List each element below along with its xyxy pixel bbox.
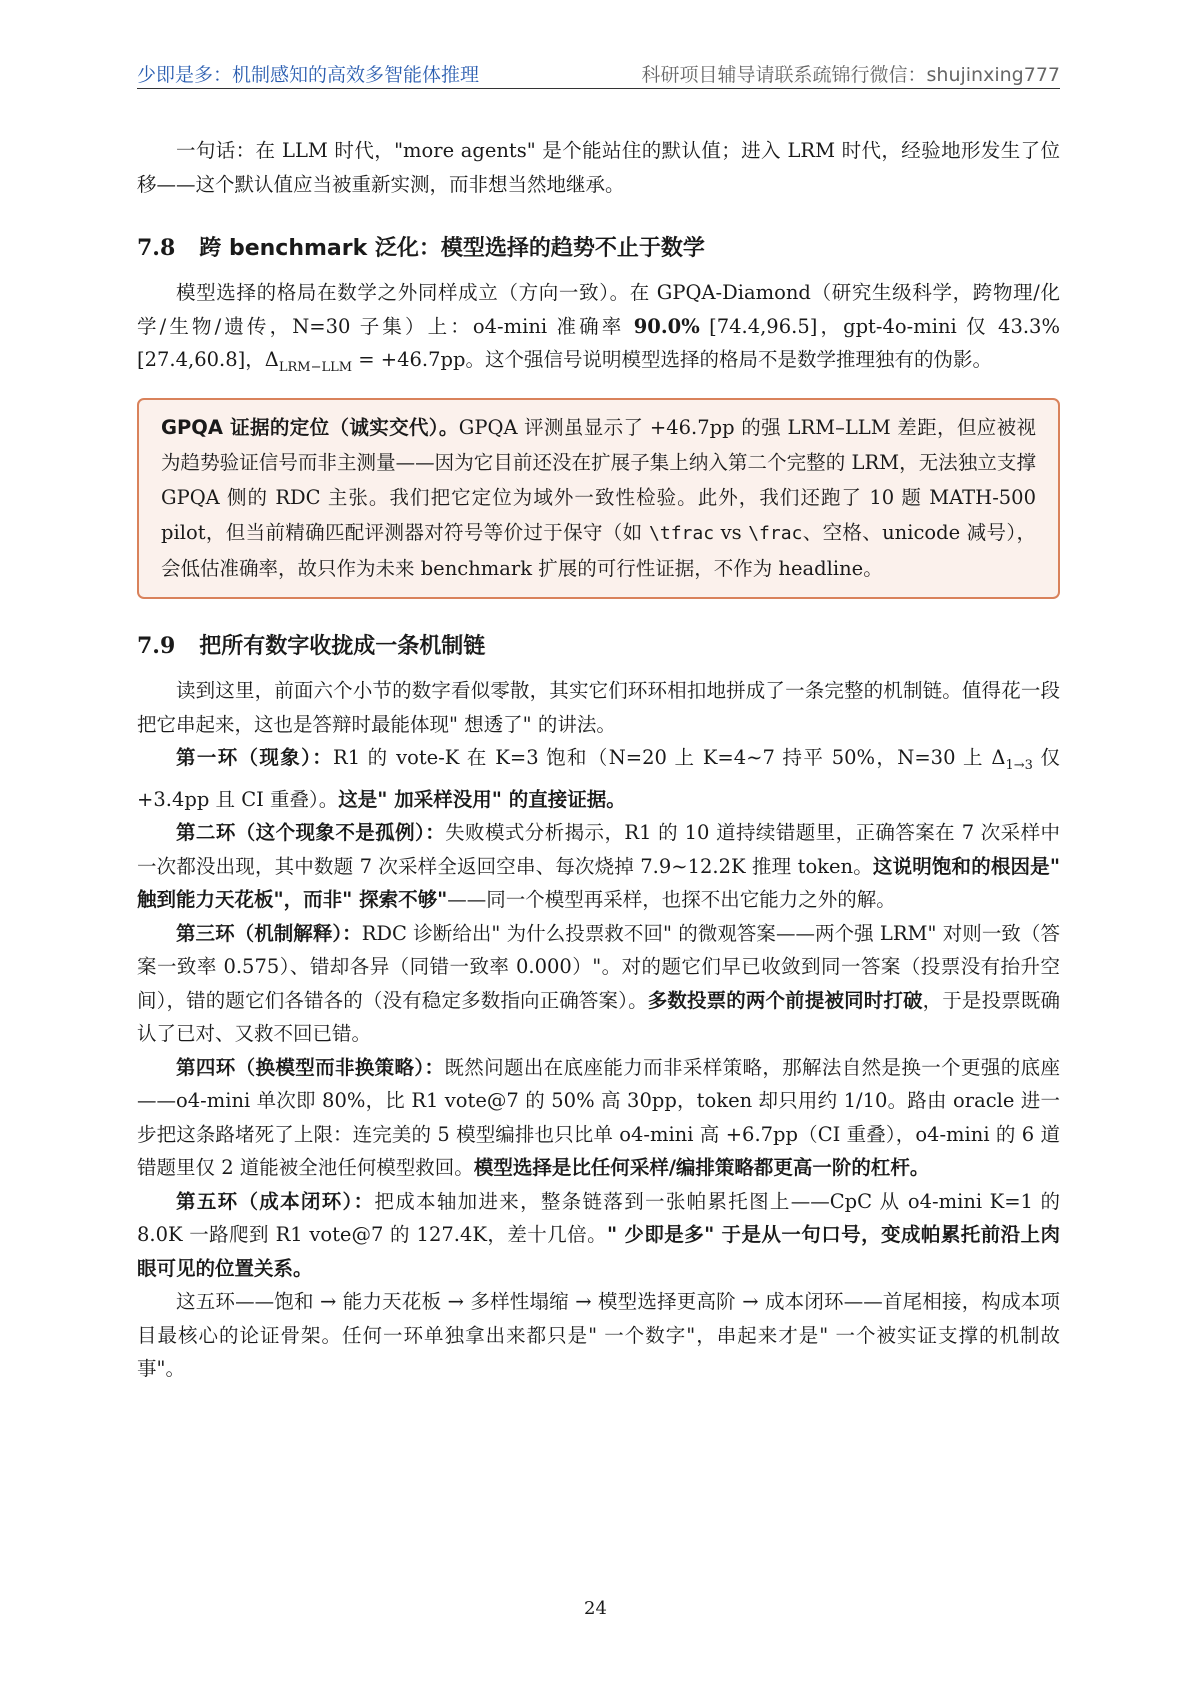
text-run: GPQA 评测虽显示了 +46.7pp 的强 LRM–LLM 差距，但应被视为趋势验证信号而非主测量——因为它目前还没在扩展子集上纳入第二个完整的 LRM，无法独立支撑 GPQA 侧的 RDC 主张。我们把它定位为域外一致性检验。此外，我们还跑了 10 题 MATH-500 pilot，但当前精确匹配评测器对符号等价过于保守（如 bbox=[161, 416, 1036, 545]
running-header bbox=[137, 56, 1060, 89]
code-snippet: \tfrac bbox=[649, 523, 715, 545]
header-title: 少即是多：机制感知的高效多智能体推理 bbox=[137, 64, 480, 86]
page-body bbox=[137, 134, 1060, 1386]
bold-run: 多数投票的两个前提被同时打破 bbox=[647, 988, 923, 1012]
text-run: = +46.7pp。这个强信号说明模型选择的格局不是数学推理独有的伪影。 bbox=[352, 348, 993, 371]
ring-2-paragraph bbox=[137, 816, 1060, 917]
ring-label: 第一环（现象）： bbox=[176, 746, 334, 770]
text-run: R1 的 vote-K 在 K=3 饱和（N=20 上 K=4∼7 持平 50%，N=30 上 Δ bbox=[333, 746, 1006, 770]
text-run: ，于是投票既确认了已对、又救不回已错。 bbox=[137, 988, 1060, 1046]
bold-run: 这是" 加采样没用" 的直接证据。 bbox=[338, 787, 626, 811]
page-number: 24 bbox=[584, 1598, 607, 1619]
section-7-8-paragraph bbox=[137, 276, 1060, 384]
section-title: 把所有数字收拢成一条机制链 bbox=[199, 634, 486, 660]
bold-run: 模型选择是比任何采样/编排策略都更高一阶的杠杆。 bbox=[473, 1156, 930, 1180]
text-run: 失败模式分析揭示，R1 的 10 道持续错题里，正确答案在 7 次采样中一次都没出现，其中数题 7 次采样全返回空串、每次烧掉 7.9∼12.2K 推理 token。 bbox=[137, 821, 1060, 878]
ring-3-paragraph bbox=[137, 917, 1060, 1051]
ring-label: 第四环（换模型而非换策略）： bbox=[176, 1055, 445, 1079]
bold-run: " 少即是多" 于是从一句口号，变成帕累托前沿上肉眼可见的位置关系。 bbox=[137, 1223, 1061, 1280]
text-run: 既然问题出在底座能力而非采样策略，那解法自然是换一个更强的底座——o4-mini 单次即 80%，比 R1 vote@7 的 50% 高 30pp，token 却只用约 1/10。路由 oracle 进一步把这条路堵死了上限：连完美的 5 模型编排也只比单 o4-mini 高 +6.7pp（CI 重叠），o4-mini 的 6 道错题里仅 2 道能被全池任何模型救回。 bbox=[137, 1055, 1060, 1180]
text-run: 模型选择的格局在数学之外同样成立（方向一致）。在 GPQA-Diamond（研究生级科学，跨物理/化学/生物/遗传，N=30 子集）上：o4-mini 准确率 bbox=[137, 281, 1060, 338]
bold-value: 90.0% bbox=[633, 314, 700, 338]
text-run: ——同一个模型再采样，也探不出它能力之外的解。 bbox=[447, 888, 896, 912]
section-number: 7.9 bbox=[137, 633, 176, 660]
section-number: 7.8 bbox=[137, 235, 176, 261]
code-snippet: \frac bbox=[748, 523, 803, 545]
section-7-8-heading bbox=[137, 231, 1060, 262]
callout-paragraph bbox=[161, 410, 1036, 586]
subscript: LRM−LLM bbox=[278, 359, 353, 375]
ring-4-paragraph bbox=[137, 1051, 1060, 1185]
text-run: RDC 诊断给出" 为什么投票救不回" 的微观答案——两个强 LRM" 对则一致（答案一致率 0.575）、错却各异（同错一致率 0.000）"。对的题它们早已收敛到同一答案（投票没有抬升空间），错的题它们各错各的（没有稳定多数指向正确答案）。 bbox=[137, 921, 1060, 1012]
intro-paragraph: 一句话：在 LLM 时代，"more agents" 是个能站住的默认值；进入 LRM 时代，经验地形发生了位移——这个默认值应当被重新实测，而非想当然地继承。 bbox=[137, 139, 1060, 196]
text-run: vs bbox=[714, 521, 749, 545]
callout-title: GPQA 证据的定位（诚实交代）。 bbox=[161, 416, 459, 440]
text-run: 仅 +3.4pp 且 CI 重叠）。 bbox=[137, 746, 1060, 811]
subscript: 1→3 bbox=[1005, 758, 1033, 774]
section-title: 跨 benchmark 泛化：模型选择的趋势不止于数学 bbox=[199, 236, 705, 261]
header-contact: 科研项目辅导请联系疏锦行微信：shujinxing777 bbox=[641, 64, 1060, 86]
bold-run: 这说明饱和的根因是" 触到能力天花板"，而非" 探索不够" bbox=[137, 854, 1060, 912]
gpqa-callout-box bbox=[137, 398, 1060, 599]
text-run: 把成本轴加进来，整条链落到一张帕累托图上——CpC 从 o4-mini K=1 的 8.0K 一路爬到 R1 vote@7 的 127.4K，差十几倍。 bbox=[137, 1189, 1060, 1247]
ring-label: 第二环（这个现象不是孤例）： bbox=[176, 821, 446, 845]
closing-paragraph: 这五环——饱和 → 能力天花板 → 多样性塌缩 → 模型选择更高阶 → 成本闭环——首尾相接，构成本项目最核心的论证骨架。任何一环单独拿出来都只是" 一个数字"，串起来才是" 一个被实证支撑的机制故事"。 bbox=[137, 1290, 1060, 1381]
text-run: [74.4,96.5]，gpt-4o-mini 仅 43.3% [27.4,60.8]，Δ bbox=[137, 314, 1060, 371]
text-run: 、空格、unicode 减号），会低估准确率，故只作为未来 benchmark 扩展的可行性证据，不作为 headline。 bbox=[161, 521, 1036, 581]
section-7-9-intro: 读到这里，前面六个小节的数字看似零散，其实它们环环相扣地拼成了一条完整的机制链。值得花一段把它串起来，这也是答辩时最能体现" 想透了" 的讲法。 bbox=[137, 679, 1060, 736]
ring-label: 第五环（成本闭环）： bbox=[176, 1189, 375, 1213]
ring-5-paragraph bbox=[137, 1185, 1060, 1286]
section-7-9-heading bbox=[137, 629, 1060, 660]
ring-1-paragraph bbox=[137, 741, 1060, 816]
ring-label: 第三环（机制解释）： bbox=[176, 921, 362, 945]
